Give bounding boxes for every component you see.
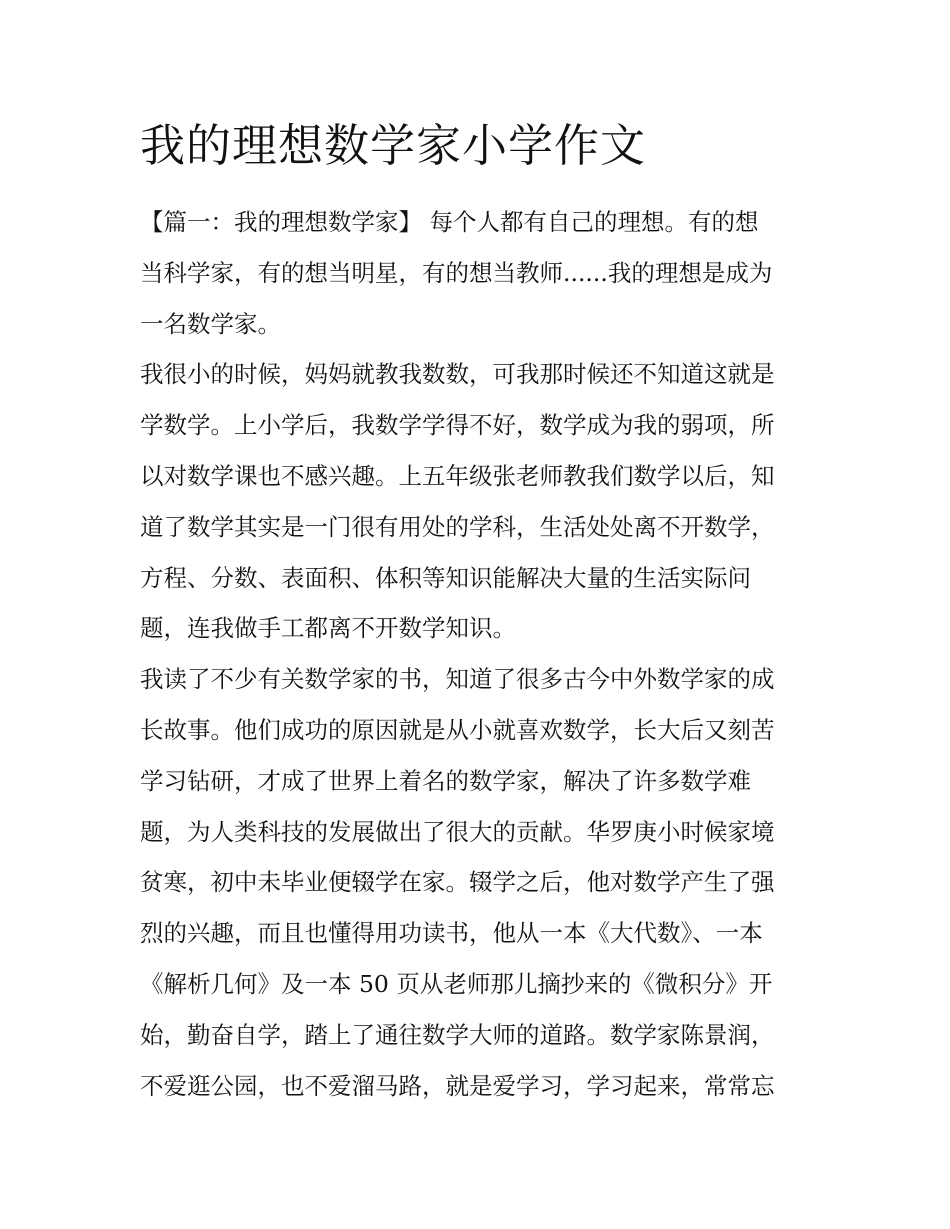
text-line: 《解析几何》及一本 50 页从老师那儿摘抄来的《微积分》开 — [140, 969, 773, 998]
text-line: 我很小的时候，妈妈就教我数数，可我那时候还不知道这就是 — [140, 360, 775, 389]
text-line: 不爱逛公园，也不爱溜马路，就是爱学习，学习起来，常常忘 — [140, 1071, 775, 1100]
document-body — [140, 197, 820, 1111]
text-line: 学数学。上小学后，我数学学得不好，数学成为我的弱项，所 — [140, 411, 775, 440]
text-line: 【篇一：我的理想数学家】 每个人都有自己的理想。有的想 — [140, 208, 759, 236]
text-line: 始，勤奋自学，踏上了通往数学大师的道路。数学家陈景润， — [140, 1020, 775, 1049]
text-line: 道了数学其实是一门很有用处的学科，生活处处离不开数学， — [140, 512, 775, 541]
document-title: 我的理想数学家小学作文 — [140, 119, 647, 172]
text-line: 方程、分数、表面积、体积等知识能解决大量的生活实际问 — [140, 563, 751, 592]
text-line: 以对数学课也不感兴趣。上五年级张老师教我们数学以后，知 — [140, 461, 775, 490]
text-line: 当科学家，有的想当明星，有的想当教师......我的理想是成为 — [140, 258, 773, 287]
text-line: 一名数学家。 — [140, 309, 281, 338]
text-line: 题，连我做手工都离不开数学知识。 — [140, 614, 516, 643]
text-line: 题，为人类科技的发展做出了很大的贡献。华罗庚小时候家境 — [140, 817, 775, 846]
text-line: 我读了不少有关数学家的书，知道了很多古今中外数学家的成 — [140, 665, 775, 694]
text-line: 学习钻研，才成了世界上着名的数学家，解决了许多数学难 — [140, 766, 751, 795]
text-line: 贫寒，初中未毕业便辍学在家。辍学之后，他对数学产生了强 — [140, 868, 775, 897]
text-line: 长故事。他们成功的原因就是从小就喜欢数学，长大后又刻苦 — [140, 715, 775, 744]
text-line: 烈的兴趣，而且也懂得用功读书，他从一本《大代数》、一本 — [140, 919, 763, 948]
